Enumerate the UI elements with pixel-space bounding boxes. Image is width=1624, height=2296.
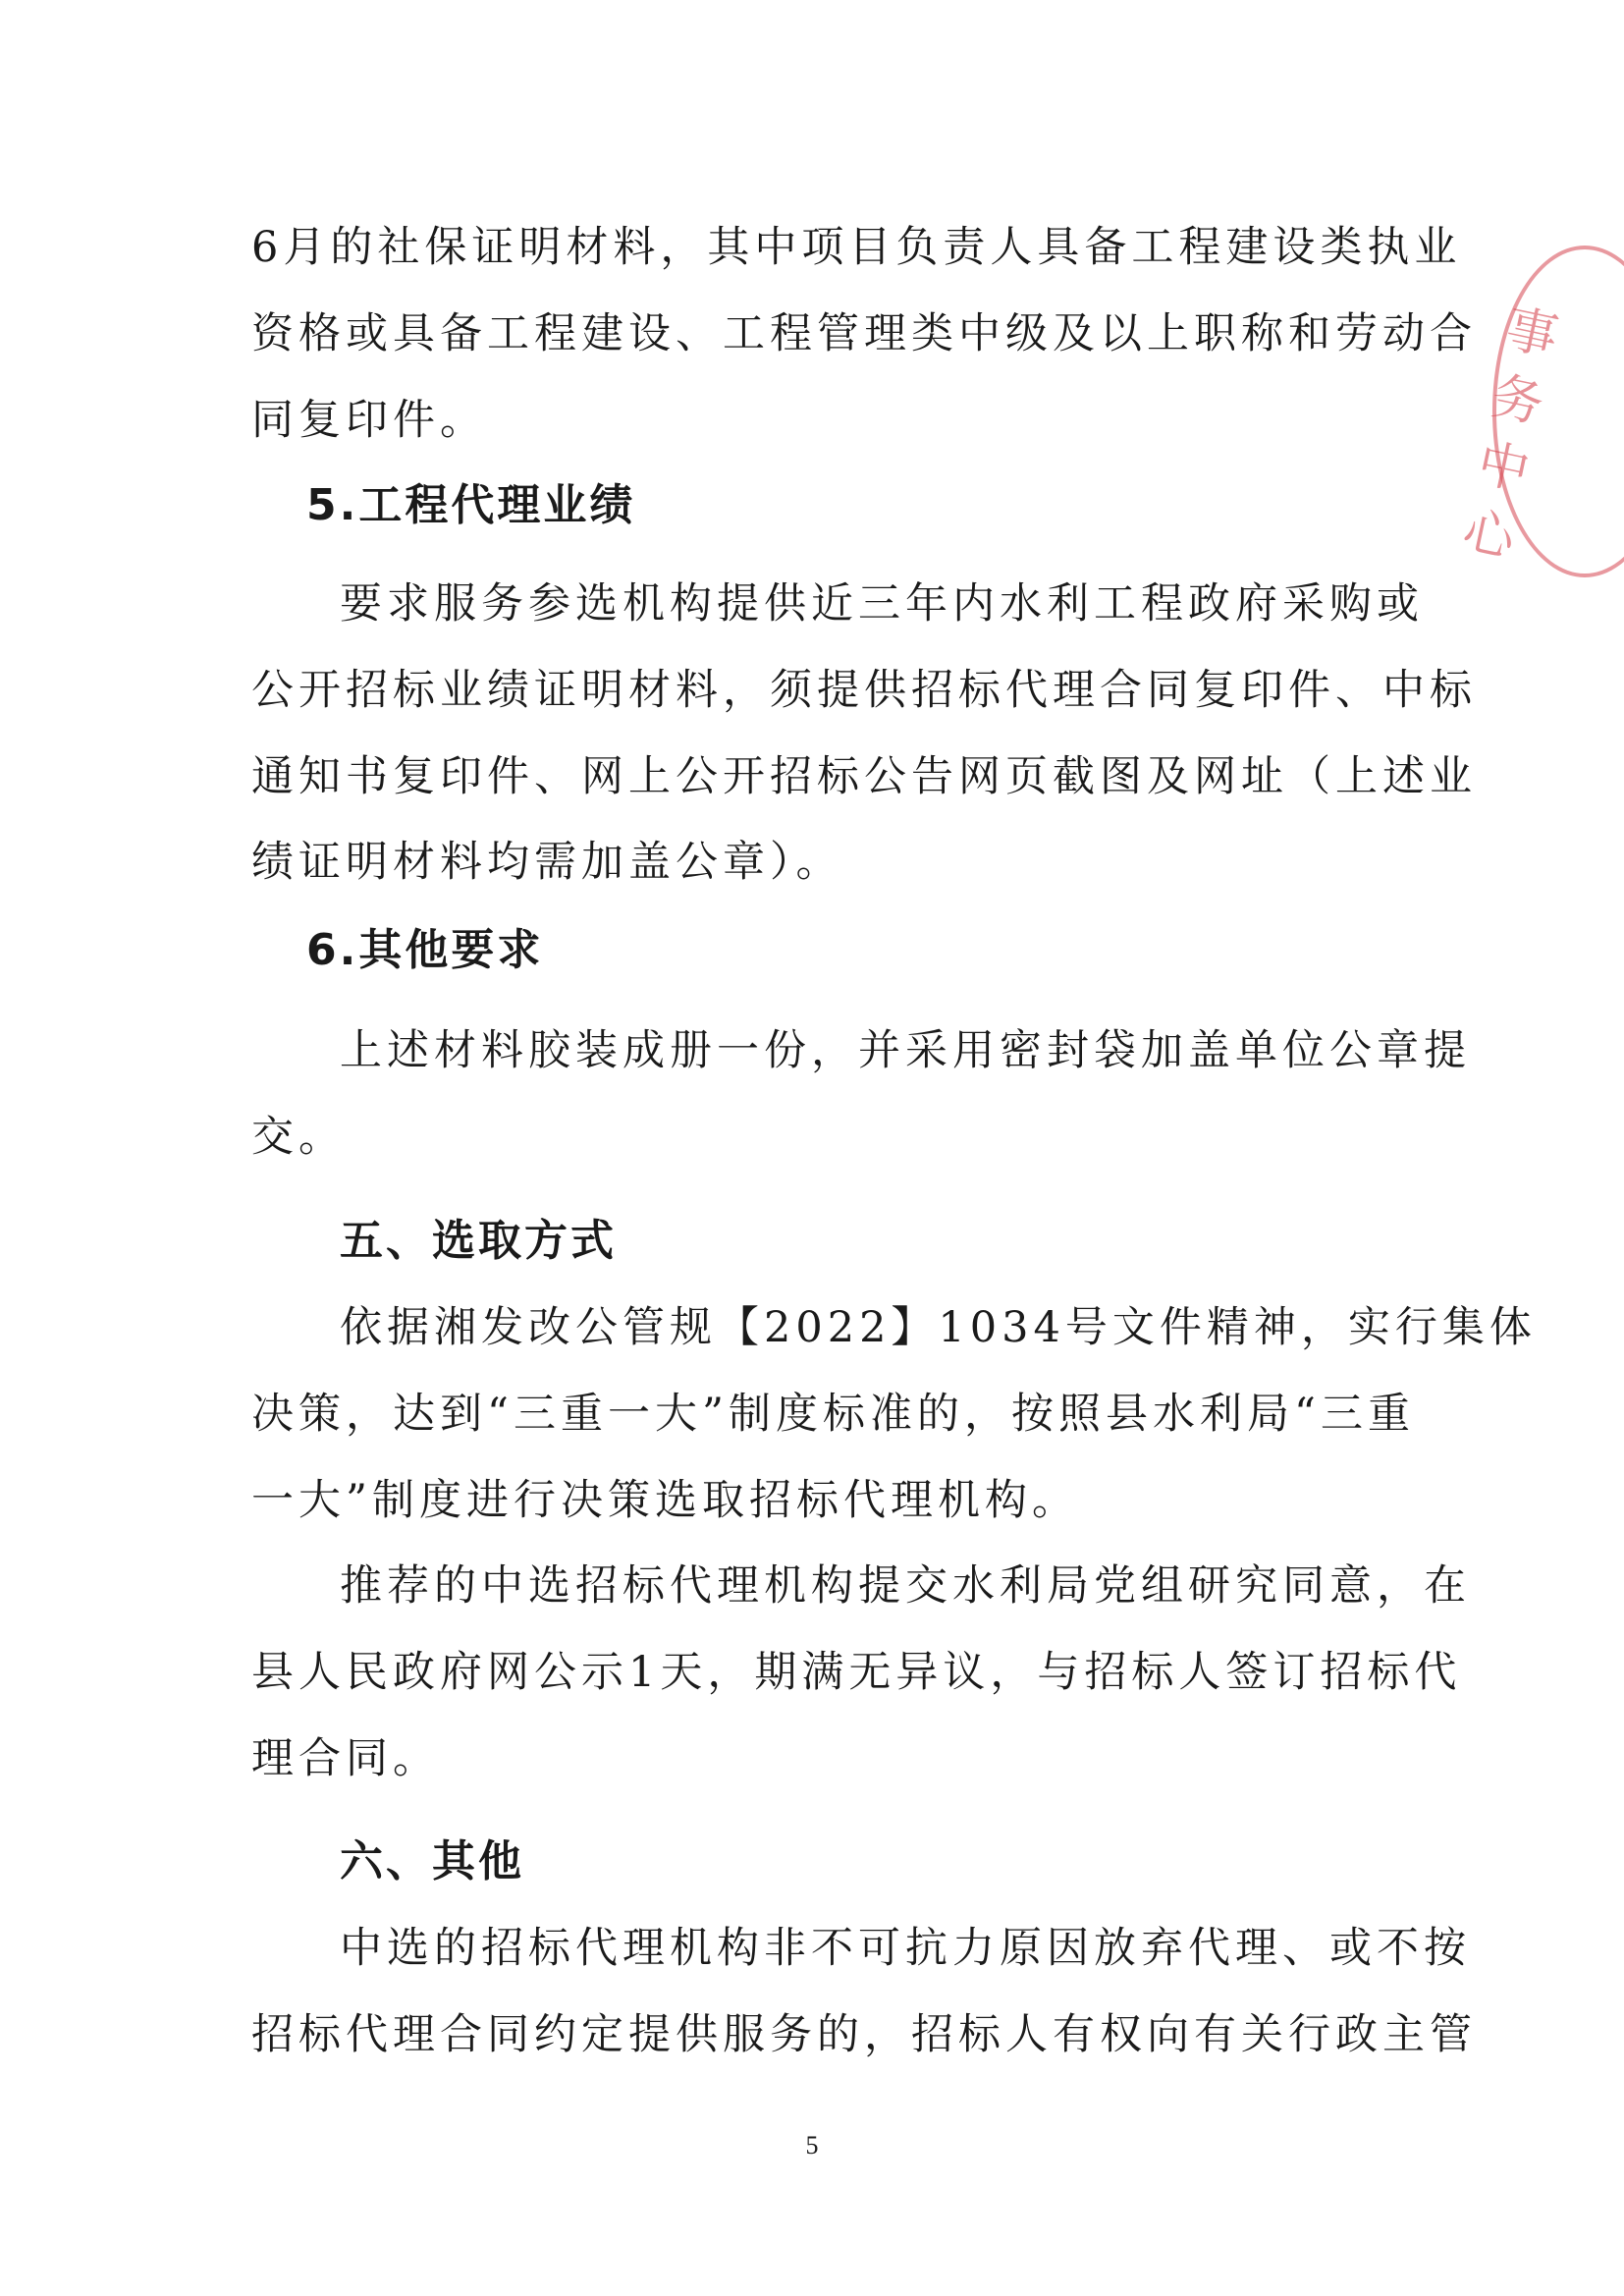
body-line: 6月的社保证明材料，其中项目负责人具备工程建设类执业 bbox=[251, 223, 1462, 272]
body-line: 决策，达到“三重一大”制度标准的，按照县水利局“三重 bbox=[251, 1390, 1415, 1439]
body-line: 公开招标业绩证明材料，须提供招标代理合同复印件、中标 bbox=[251, 666, 1477, 715]
body-line: 招标代理合同约定提供服务的，招标人有权向有关行政主管 bbox=[251, 2010, 1477, 2059]
body-line: 县人民政府网公示1天，期满无异议，与招标人签订招标代 bbox=[251, 1648, 1462, 1697]
body-line: 一大”制度进行决策选取招标代理机构。 bbox=[251, 1476, 1079, 1525]
seal-text: 事务中心 bbox=[1457, 299, 1563, 570]
page-number: 5 bbox=[805, 2131, 819, 2159]
item-5-heading: 5.工程代理业绩 bbox=[306, 480, 636, 530]
body-line: 要求服务参选机构提供近三年内水利工程政府采购或 bbox=[340, 579, 1424, 629]
item-6-heading: 6.其他要求 bbox=[306, 925, 544, 975]
body-line: 同复印件。 bbox=[251, 396, 487, 445]
body-line: 上述材料胶装成册一份，并采用密封袋加盖单位公章提 bbox=[340, 1026, 1471, 1075]
body-line: 推荐的中选招标代理机构提交水利局党组研究同意，在 bbox=[340, 1561, 1471, 1611]
body-line: 依据湘发改公管规【2022】1034号文件精神，实行集体 bbox=[340, 1303, 1537, 1352]
body-line: 绩证明材料均需加盖公章）。 bbox=[251, 838, 843, 887]
body-line: 通知书复印件、网上公开招标公告网页截图及网址（上述业 bbox=[251, 752, 1477, 801]
section-5-heading: 五、选取方式 bbox=[340, 1216, 617, 1266]
body-line: 中选的招标代理机构非不可抗力原因放弃代理、或不按 bbox=[340, 1924, 1471, 1973]
body-line: 资格或具备工程建设、工程管理类中级及以上职称和劳动合 bbox=[251, 309, 1477, 358]
section-6-heading: 六、其他 bbox=[340, 1836, 524, 1886]
body-line: 理合同。 bbox=[251, 1734, 440, 1783]
body-line: 交。 bbox=[251, 1113, 346, 1162]
